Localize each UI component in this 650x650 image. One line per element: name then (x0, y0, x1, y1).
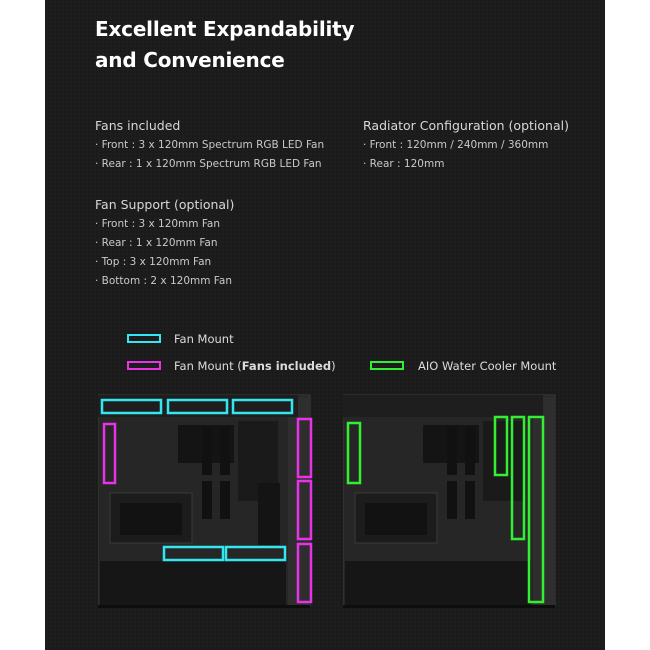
list-item: · Front : 3 x 120mm Fan (95, 218, 221, 230)
grommet (465, 427, 475, 475)
list-item: · Rear : 1 x 120mm Fan (95, 237, 218, 249)
fans-included-title: Fans included (95, 118, 181, 133)
grommet (202, 481, 212, 519)
grommet (202, 427, 212, 475)
legend-swatch-fan-mount (127, 334, 161, 343)
drive-cage (258, 483, 280, 545)
fan-support-list (95, 215, 232, 291)
legend-swatch-fan-mount-included (127, 361, 161, 370)
case-fan-mount-diagram (98, 393, 318, 608)
psu-shroud (100, 561, 286, 605)
headline (95, 14, 354, 76)
fan-support-title: Fan Support (optional) (95, 197, 235, 212)
case-feet (98, 605, 310, 608)
fans-included-list (95, 136, 324, 174)
grommet (447, 427, 457, 475)
grommet (220, 481, 230, 519)
list-item: · Rear : 120mm (363, 158, 445, 170)
grommet (220, 427, 230, 475)
cable-area (483, 421, 523, 501)
list-item: · Top : 3 x 120mm Fan (95, 256, 212, 268)
case-feet (343, 605, 555, 608)
list-item: · Bottom : 2 x 120mm Fan (95, 275, 232, 287)
legend-label-aio: AIO Water Cooler Mount (418, 359, 557, 373)
headline-line-1: Excellent Expandability (95, 17, 355, 41)
legend-label-fan-mount: Fan Mount (174, 332, 234, 346)
list-item: · Rear : 1 x 120mm Spectrum RGB LED Fan (95, 158, 322, 170)
top-rail (343, 395, 543, 417)
legend-swatch-aio (370, 361, 404, 370)
feature-panel (45, 0, 605, 650)
radiator-title: Radiator Configuration (optional) (363, 118, 569, 133)
psu-shroud (345, 561, 531, 605)
cutout (120, 503, 182, 535)
list-item: · Front : 120mm / 240mm / 360mm (363, 139, 549, 151)
headline-line-2: and Convenience (95, 48, 285, 72)
cutout (365, 503, 427, 535)
list-item: · Front : 3 x 120mm Spectrum RGB LED Fan (95, 139, 325, 151)
legend-label-fan-mount-included: Fan Mount (Fans included) (174, 359, 336, 373)
radiator-list (363, 136, 548, 174)
grommet (465, 481, 475, 519)
case-aio-diagram (343, 393, 558, 608)
grommet (447, 481, 457, 519)
